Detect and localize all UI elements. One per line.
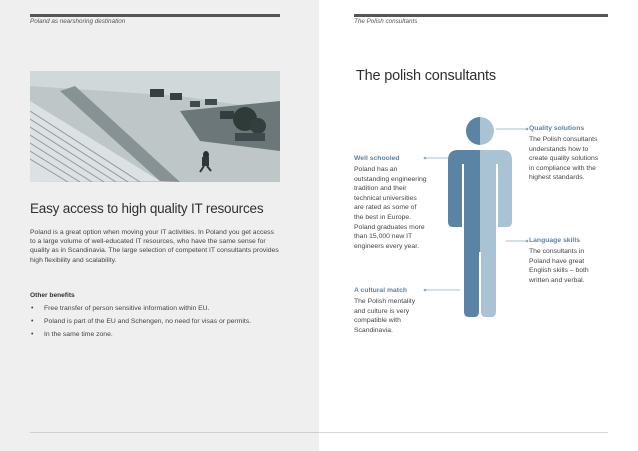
callout-quality-title: Quality solutions [529, 125, 585, 132]
list-item: • In the same time zone. [31, 331, 113, 338]
intro-paragraph: Poland is a great option when moving your IT activities. In Poland you get access to a large volume of well-educated IT resources, who have the same sense for quality as in Scandinavia. The large selection of competent IT consultants provides high flexibility and scalability. [30, 229, 279, 264]
benefits-title: Other benefits [30, 292, 75, 299]
callout-language-text: The consultants in Poland have great English skills – both written and verbal. [529, 248, 589, 284]
person-figure-icon [430, 112, 530, 322]
bullet-icon: • [31, 318, 34, 325]
left-headline: Easy access to high quality IT resources [30, 201, 264, 216]
callout-cultural-text: The Polish mentality and culture is very compatible with Scandinavia. [354, 298, 416, 334]
left-bottom-rule [30, 432, 319, 433]
callout-quality-text: The Polish consultants understands how to create quality solutions in compliance with the highest standards. [529, 136, 599, 182]
left-running-head: Poland as nearshoring destination [30, 18, 126, 25]
right-running-head: The Polish consultants [354, 18, 418, 25]
callout-language-title: Language skills [529, 237, 580, 244]
page-title: The polish consultants [356, 68, 496, 84]
list-item: • Poland is part of the EU and Schengen, no need for visas or permits. [31, 318, 252, 325]
callout-cultural-title: A cultural match [354, 287, 408, 294]
bullet-icon: • [31, 331, 34, 338]
right-bottom-rule [319, 432, 608, 433]
callout-schooled-title: Well schooled [354, 155, 400, 162]
bullet-icon: • [31, 305, 34, 312]
callout-schooled-text: Poland has an outstanding engineering tradition and their technical universities are rated as some of the best in Europe. Poland graduates more than 15,000 new IT engineers every year. [354, 166, 427, 250]
list-item: • Free transfer of person sensitive information within EU. [31, 305, 210, 312]
